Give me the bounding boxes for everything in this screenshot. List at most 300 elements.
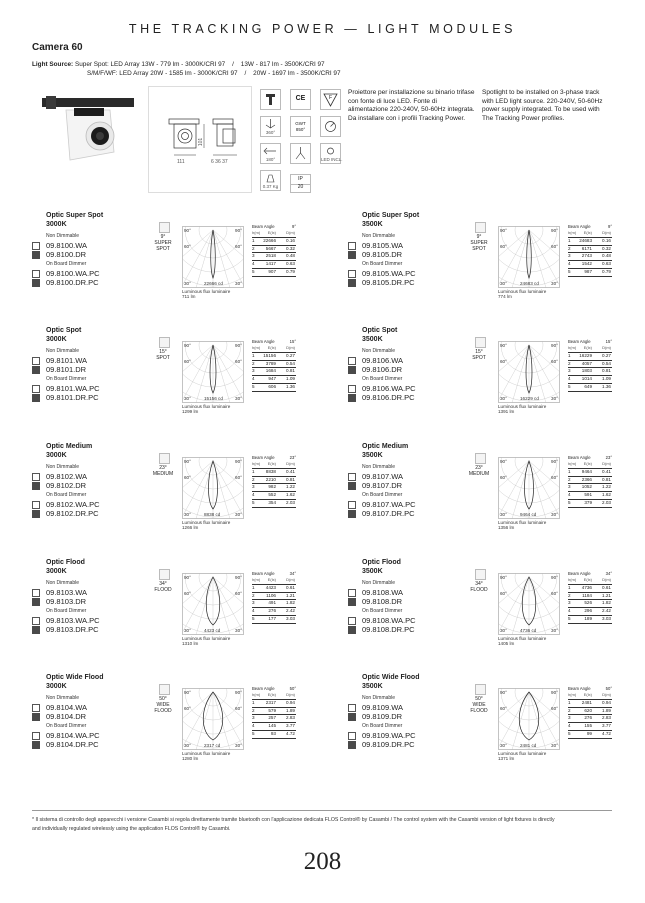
black-swatch: [348, 626, 356, 634]
beam-angle-value: 34°: [289, 571, 296, 576]
footer-divider: [32, 810, 612, 811]
peak-intensity: 8838 cd: [204, 512, 221, 517]
ip-value: 20: [290, 183, 311, 193]
black-swatch: [32, 510, 40, 518]
white-swatch: [32, 242, 40, 250]
flux-value: 1299 lm: [182, 409, 199, 414]
product-section: [32, 212, 332, 322]
color-temperature: 3000K: [46, 452, 67, 459]
optic-name: Optic Medium: [362, 443, 409, 450]
on-board-dimmer-label: On Board Dimmer: [362, 608, 403, 614]
rotation-360-icon: 360°: [260, 116, 281, 137]
optic-name: Optic Medium: [46, 443, 93, 450]
black-swatch: [32, 598, 40, 606]
illuminance-table: [568, 571, 612, 624]
white-swatch: [32, 617, 40, 625]
table-row: 2 2366 0.81: [568, 477, 612, 485]
ip-label: IP: [290, 174, 311, 185]
table-row: 4 1014 1.09: [568, 376, 612, 384]
table-row: 1 4736 0.61: [568, 585, 612, 593]
beam-badge-name: MEDIUM: [468, 471, 490, 477]
beam-badge-icon: [159, 453, 170, 464]
table-header: h(m) E(lx) D(m): [568, 345, 612, 353]
peak-intensity: 2317 cd: [204, 743, 221, 748]
on-board-dimmer-label: On Board Dimmer: [46, 723, 87, 729]
beam-badge-name: SUPER SPOT: [154, 240, 172, 252]
optic-name: Optic Flood: [362, 559, 401, 566]
product-name: Camera 60: [32, 42, 83, 53]
on-board-dimmer-label: On Board Dimmer: [46, 261, 87, 267]
flux-label: Luminous flux luminaire: [182, 404, 231, 409]
table-row: 1 22666 0.16: [252, 238, 296, 246]
color-temperature: 3500K: [362, 221, 383, 228]
table-row: 5 649 1.36: [568, 384, 612, 392]
beam-angle-label: Beam Angle: [252, 224, 275, 229]
illuminance-table: [252, 455, 296, 508]
product-code: 09.8103.WA: [46, 588, 87, 597]
product-code: 09.8103.WA.PC: [46, 616, 100, 625]
white-swatch: [32, 357, 40, 365]
polar-diagram: 90° 90° 60° 60° 30° 30° 15156 cd: [182, 341, 244, 403]
white-swatch: [32, 732, 40, 740]
color-temperature: 3000K: [46, 336, 67, 343]
illuminance-table: [568, 339, 612, 392]
flux-label: Luminous flux luminaire: [498, 636, 547, 641]
beam-badge-angle: 9°: [476, 234, 482, 240]
product-code: 09.8108.DR: [362, 597, 403, 606]
product-code: 09.8106.DR.PC: [362, 393, 415, 402]
flux-label: Luminous flux luminaire: [182, 636, 231, 641]
optic-name: Optic Spot: [46, 327, 82, 334]
beam-badge-angle: 15°: [475, 349, 483, 355]
white-swatch: [348, 385, 356, 393]
table-row: 2 620 1.89: [568, 708, 612, 716]
table-header: h(m) E(lx) D(m): [252, 345, 296, 353]
product-code: 09.8107.DR: [362, 481, 403, 490]
black-swatch: [32, 741, 40, 749]
product-code: 09.8101.DR: [46, 365, 87, 374]
white-swatch: [348, 242, 356, 250]
table-row: 5 99 4.72: [568, 731, 612, 739]
table-row: 4 155 3.77: [568, 723, 612, 731]
beam-angle-label: Beam Angle: [568, 571, 591, 576]
flux-label: Luminous flux luminaire: [182, 289, 231, 294]
beam-badge-name: FLOOD: [154, 587, 172, 593]
flux-label: Luminous flux luminaire: [498, 751, 547, 756]
white-swatch: [348, 617, 356, 625]
beam-badge-icon: [159, 569, 170, 580]
beam-angle-value: 50°: [605, 686, 612, 691]
beam-badge-icon: [475, 337, 486, 348]
track-icon: [260, 89, 281, 110]
product-code: 09.8102.DR: [46, 481, 87, 490]
beam-badge-icon: [475, 222, 486, 233]
table-row: 5 379 2.03: [568, 500, 612, 508]
product-code: 09.8106.WA.PC: [362, 384, 416, 393]
black-swatch: [32, 626, 40, 634]
on-board-dimmer-label: On Board Dimmer: [46, 492, 87, 498]
product-section: [32, 443, 332, 553]
black-swatch: [32, 394, 40, 402]
product-code: 09.8109.DR: [362, 712, 403, 721]
non-dimmable-label: Non Dimmable: [46, 695, 80, 701]
product-code: 09.8104.WA.PC: [46, 731, 100, 740]
beam-angle-label: Beam Angle: [568, 686, 591, 691]
flux-value: 1310 lm: [182, 641, 199, 646]
table-row: 3 491 1.82: [252, 600, 296, 608]
black-swatch: [348, 482, 356, 490]
beam-angle-label: Beam Angle: [252, 686, 275, 691]
product-code: 09.8108.DR.PC: [362, 625, 415, 634]
flux-value: 1356 lm: [498, 525, 515, 530]
beam-badge-icon: [159, 337, 170, 348]
optic-name: Optic Super Spot: [46, 212, 104, 219]
flux-label: Luminous flux luminaire: [498, 520, 547, 525]
f-mark-icon: F: [320, 89, 341, 110]
beam-badge-angle: 9°: [160, 234, 166, 240]
illuminance-table: [252, 339, 296, 392]
white-swatch: [32, 270, 40, 278]
table-row: 5 354 2.03: [252, 500, 296, 508]
table-row: 4 276 2.42: [252, 608, 296, 616]
white-swatch: [348, 357, 356, 365]
beam-badge-name: SUPER SPOT: [470, 240, 488, 252]
weight-icon: 0.37 Kg: [260, 170, 281, 191]
beam-badge-name: SPOT: [156, 355, 170, 361]
light-source-line-1: Light Source: Super Spot: LED Array 13W - 779 lm - 3000K/CRI 97 / 13W - 817 lm - 3500K/CRI 97: [32, 61, 325, 68]
product-code: 09.8108.WA: [362, 588, 403, 597]
beam-badge-name: WIDE FLOOD: [470, 702, 488, 714]
footnote: * Il sistema di controllo degli apparecchi i versione Casambi si regola direttamente tramite bluetooth con l'applicazione dedicata FLOS Control® by Casambi / The control system with the Casambi version of light fixtures is directly and individually regulated wirelessly using the application FLOS Control® by Casambi.: [32, 817, 555, 832]
table-row: 1 2481 0.94: [568, 700, 612, 708]
peak-intensity: 2481 cd: [520, 743, 537, 748]
non-dimmable-label: Non Dimmable: [362, 580, 396, 586]
product-code: 09.8107.DR.PC: [362, 509, 415, 518]
table-row: 5 93 4.72: [252, 731, 296, 739]
beam-badge-angle: 50°: [475, 696, 483, 702]
table-row: 1 24683 0.16: [568, 238, 612, 246]
illuminance-table: [252, 571, 296, 624]
peak-intensity: 4736 cd: [520, 628, 537, 633]
product-code: 09.8103.DR: [46, 597, 87, 606]
beam-angle-label: Beam Angle: [252, 571, 275, 576]
color-temperature: 3500K: [362, 336, 383, 343]
white-swatch: [32, 589, 40, 597]
flux-value: 774 lm: [498, 294, 512, 299]
beam-angle-label: Beam Angle: [252, 339, 275, 344]
product-code: 09.8101.WA: [46, 356, 87, 365]
on-board-dimmer-label: On Board Dimmer: [362, 723, 403, 729]
peak-intensity: 24683 cd: [520, 281, 539, 286]
product-code: 09.8107.WA.PC: [362, 500, 416, 509]
beam-badge-angle: 23°: [475, 465, 483, 471]
non-dimmable-label: Non Dimmable: [362, 233, 396, 239]
product-code: 09.8104.DR.PC: [46, 740, 99, 749]
non-dimmable-label: Non Dimmable: [46, 348, 80, 354]
color-temperature: 3500K: [362, 683, 383, 690]
table-row: 5 606 1.36: [252, 384, 296, 392]
product-code: 09.8109.WA: [362, 703, 403, 712]
flux-value: 1266 lm: [182, 525, 199, 530]
product-code: 09.8104.WA: [46, 703, 87, 712]
beam-badge-name: MEDIUM: [152, 471, 174, 477]
product-code: 09.8100.DR.PC: [46, 278, 99, 287]
product-code: 09.8100.WA: [46, 241, 87, 250]
optic-name: Optic Wide Flood: [362, 674, 420, 681]
light-source-line-2: S/M/F/WF: LED Array 20W - 1585 lm - 3000K/CRI 97 / 20W - 1697 lm - 3500K/CRI 97: [87, 70, 341, 77]
product-photo: [40, 92, 140, 172]
beam-badge-angle: 50°: [159, 696, 167, 702]
illuminance-table: [568, 224, 612, 277]
white-swatch: [348, 501, 356, 509]
table-row: 1 15156 0.27: [252, 353, 296, 361]
polar-diagram: 90° 90° 60° 60° 30° 30° 4423 cd: [182, 573, 244, 635]
product-section: [348, 674, 645, 784]
table-header: h(m) E(lx) D(m): [252, 461, 296, 469]
product-section: [32, 674, 332, 784]
product-section: [32, 327, 332, 437]
on-board-dimmer-label: On Board Dimmer: [46, 376, 87, 382]
on-board-dimmer-label: On Board Dimmer: [46, 608, 87, 614]
table-row: 3 1684 0.81: [252, 368, 296, 376]
product-code: 09.8109.DR.PC: [362, 740, 415, 749]
beam-angle-value: 50°: [289, 686, 296, 691]
beam-badge-icon: [475, 684, 486, 695]
table-header: h(m) E(lx) D(m): [568, 461, 612, 469]
table-row: 4 296 2.42: [568, 608, 612, 616]
flux-label: Luminous flux luminaire: [182, 751, 231, 756]
black-swatch: [348, 741, 356, 749]
table-row: 3 2743 0.48: [568, 253, 612, 261]
table-row: 3 1803 0.81: [568, 368, 612, 376]
beam-badge-angle: 34°: [159, 581, 167, 587]
white-swatch: [32, 473, 40, 481]
flux-value: 1371 lm: [498, 756, 515, 761]
table-row: 2 2210 0.81: [252, 477, 296, 485]
beam-angle-label: Beam Angle: [568, 455, 591, 460]
product-code: 09.8100.WA.PC: [46, 269, 100, 278]
optic-name: Optic Wide Flood: [46, 674, 104, 681]
black-swatch: [32, 713, 40, 721]
product-code: 09.8107.WA: [362, 472, 403, 481]
non-dimmable-label: Non Dimmable: [46, 464, 80, 470]
peak-intensity: 16229 cd: [520, 396, 539, 401]
white-swatch: [32, 704, 40, 712]
led-included-icon: LED INCL.: [320, 143, 341, 164]
product-code: 09.8102.WA.PC: [46, 500, 100, 509]
product-code: 09.8102.DR.PC: [46, 509, 99, 518]
table-row: 3 1052 1.22: [568, 484, 612, 492]
beam-badge-angle: 15°: [159, 349, 167, 355]
dim-width: 111: [177, 159, 185, 165]
beam-angle-label: Beam Angle: [252, 455, 275, 460]
product-code: 09.8106.WA: [362, 356, 403, 365]
polar-diagram: 90° 90° 60° 60° 30° 30° 24683 cd: [498, 226, 560, 288]
color-temperature: 3000K: [46, 568, 67, 575]
polar-diagram: 90° 90° 60° 60° 30° 30° 22666 cd: [182, 226, 244, 288]
page-title: THE TRACKING POWER — LIGHT MODULES: [128, 22, 517, 36]
peak-intensity: 22666 cd: [204, 281, 223, 286]
non-dimmable-label: Non Dimmable: [362, 348, 396, 354]
non-dimmable-label: Non Dimmable: [46, 580, 80, 586]
white-swatch: [348, 270, 356, 278]
peak-intensity: 15156 cd: [204, 396, 223, 401]
table-header: h(m) E(lx) D(m): [568, 692, 612, 700]
product-code: 09.8106.DR: [362, 365, 403, 374]
table-header: h(m) E(lx) D(m): [252, 692, 296, 700]
table-row: 5 177 3.03: [252, 616, 296, 624]
color-temperature: 3500K: [362, 568, 383, 575]
product-code: 09.8109.WA.PC: [362, 731, 416, 740]
product-section: [348, 212, 645, 322]
dim-depth: 6 36 37: [211, 159, 228, 165]
peak-intensity: 4423 cd: [204, 628, 221, 633]
on-board-dimmer-label: On Board Dimmer: [362, 261, 403, 267]
black-swatch: [348, 598, 356, 606]
polar-diagram: 90° 90° 60° 60° 30° 30° 16229 cd: [498, 341, 560, 403]
color-temperature: 3000K: [46, 683, 67, 690]
table-row: 3 982 1.22: [252, 484, 296, 492]
beam-angle-value: 23°: [289, 455, 296, 460]
polar-diagram: 90° 90° 60° 60° 30° 30° 8838 cd: [182, 457, 244, 519]
technical-drawing: [148, 86, 252, 193]
beam-badge-icon: [159, 222, 170, 233]
black-swatch: [32, 251, 40, 259]
illuminance-table: [568, 686, 612, 739]
table-row: 2 3789 0.54: [252, 361, 296, 369]
white-swatch: [348, 473, 356, 481]
table-header: h(m) E(lx) D(m): [252, 577, 296, 585]
beam-angle-value: 15°: [605, 339, 612, 344]
white-swatch: [348, 732, 356, 740]
beam-badge-icon: [159, 684, 170, 695]
beam-angle-value: 9°: [291, 224, 296, 229]
beam-badge-icon: [475, 569, 486, 580]
on-board-dimmer-label: On Board Dimmer: [362, 492, 403, 498]
beam-angle-value: 23°: [605, 455, 612, 460]
table-row: 1 8838 0.41: [252, 469, 296, 477]
table-row: 2 4057 0.54: [568, 361, 612, 369]
table-row: 4 591 1.62: [568, 492, 612, 500]
product-section: [32, 559, 332, 669]
flux-value: 1280 lm: [182, 756, 199, 761]
beam-angle-value: 9°: [607, 224, 612, 229]
table-row: 1 9464 0.41: [568, 469, 612, 477]
table-row: 1 16229 0.27: [568, 353, 612, 361]
white-swatch: [32, 385, 40, 393]
white-swatch: [348, 589, 356, 597]
gwt-icon: GWT 850°: [290, 116, 311, 137]
non-dimmable-label: Non Dimmable: [362, 464, 396, 470]
black-swatch: [32, 482, 40, 490]
flux-label: Luminous flux luminaire: [498, 404, 547, 409]
ce-mark-icon: CE: [290, 89, 311, 110]
product-code: 09.8104.DR: [46, 712, 87, 721]
table-row: 3 526 1.82: [568, 600, 612, 608]
black-swatch: [32, 366, 40, 374]
black-swatch: [348, 366, 356, 374]
beam-badge-angle: 23°: [159, 465, 167, 471]
table-header: h(m) E(lx) D(m): [568, 577, 612, 585]
table-row: 2 579 1.89: [252, 708, 296, 716]
illuminance-table: [568, 455, 612, 508]
dim-height: 101: [198, 137, 205, 147]
flux-value: 711 lm: [182, 294, 196, 299]
black-swatch: [348, 279, 356, 287]
beam-badge-name: WIDE FLOOD: [154, 702, 172, 714]
black-swatch: [348, 713, 356, 721]
beam-angle-label: Beam Angle: [568, 339, 591, 344]
light-source-label: Light Source:: [32, 61, 74, 68]
table-row: 4 145 3.77: [252, 723, 296, 731]
beam-badge-name: FLOOD: [470, 587, 488, 593]
flux-value: 1391 lm: [498, 409, 515, 414]
table-row: 2 5667 0.32: [252, 246, 296, 254]
product-code: 09.8105.WA: [362, 241, 403, 250]
polar-diagram: 90° 90° 60° 60° 30° 30° 2317 cd: [182, 688, 244, 750]
table-row: 5 189 3.03: [568, 616, 612, 624]
on-board-dimmer-label: On Board Dimmer: [362, 376, 403, 382]
color-temperature: 3000K: [46, 221, 67, 228]
beam-icon: [290, 143, 311, 164]
description-italian: Proiettore per installazione su binario trifase con fonte di luce LED. Fonte di alimentazione 220-240V, 50-60Hz integrata. Da installare con i profili Tracking Power.: [348, 89, 475, 122]
product-code: 09.8101.DR.PC: [46, 393, 99, 402]
product-section: [348, 559, 645, 669]
illuminance-table: [252, 686, 296, 739]
non-dimmable-label: Non Dimmable: [362, 695, 396, 701]
beam-badge-icon: [475, 453, 486, 464]
optic-name: Optic Spot: [362, 327, 398, 334]
white-swatch: [32, 501, 40, 509]
product-code: 09.8102.WA: [46, 472, 87, 481]
polar-diagram: 90° 90° 60° 60° 30° 30° 9464 cd: [498, 457, 560, 519]
table-row: 4 552 1.62: [252, 492, 296, 500]
product-code: 09.8105.DR.PC: [362, 278, 415, 287]
table-row: 1 2317 0.94: [252, 700, 296, 708]
beam-angle-label: Beam Angle: [568, 224, 591, 229]
black-swatch: [32, 279, 40, 287]
table-row: 2 6171 0.32: [568, 246, 612, 254]
optic-name: Optic Super Spot: [362, 212, 420, 219]
adjustable-icon: [320, 116, 341, 137]
optic-name: Optic Flood: [46, 559, 85, 566]
product-code: 09.8105.DR: [362, 250, 403, 259]
table-row: 2 1106 1.21: [252, 593, 296, 601]
product-code: 09.8101.WA.PC: [46, 384, 100, 393]
table-row: 4 1417 0.63: [252, 261, 296, 269]
table-row: 4 947 1.09: [252, 376, 296, 384]
product-code: 09.8105.WA.PC: [362, 269, 416, 278]
product-code: 09.8103.DR.PC: [46, 625, 99, 634]
non-dimmable-label: Non Dimmable: [46, 233, 80, 239]
table-row: 4 1542 0.63: [568, 261, 612, 269]
beam-angle-value: 34°: [605, 571, 612, 576]
table-row: 1 4423 0.61: [252, 585, 296, 593]
flux-value: 1405 lm: [498, 641, 515, 646]
description-english: Spotlight to be installed on 3-phase track with LED light source. 220-240V, 50-60Hz power supply integrated. To be used with The Tracking Power profiles.: [482, 89, 603, 122]
polar-diagram: 90° 90° 60° 60° 30° 30° 2481 cd: [498, 688, 560, 750]
polar-diagram: 90° 90° 60° 60° 30° 30° 4736 cd: [498, 573, 560, 635]
color-temperature: 3500K: [362, 452, 383, 459]
product-code: 09.8100.DR: [46, 250, 87, 259]
table-row: 5 907 0.79: [252, 269, 296, 277]
product-code: 09.8108.WA.PC: [362, 616, 416, 625]
table-row: 2 1184 1.21: [568, 593, 612, 601]
table-row: 3 257 2.83: [252, 715, 296, 723]
page-number: 208: [303, 848, 342, 875]
black-swatch: [348, 251, 356, 259]
table-row: 3 2518 0.48: [252, 253, 296, 261]
